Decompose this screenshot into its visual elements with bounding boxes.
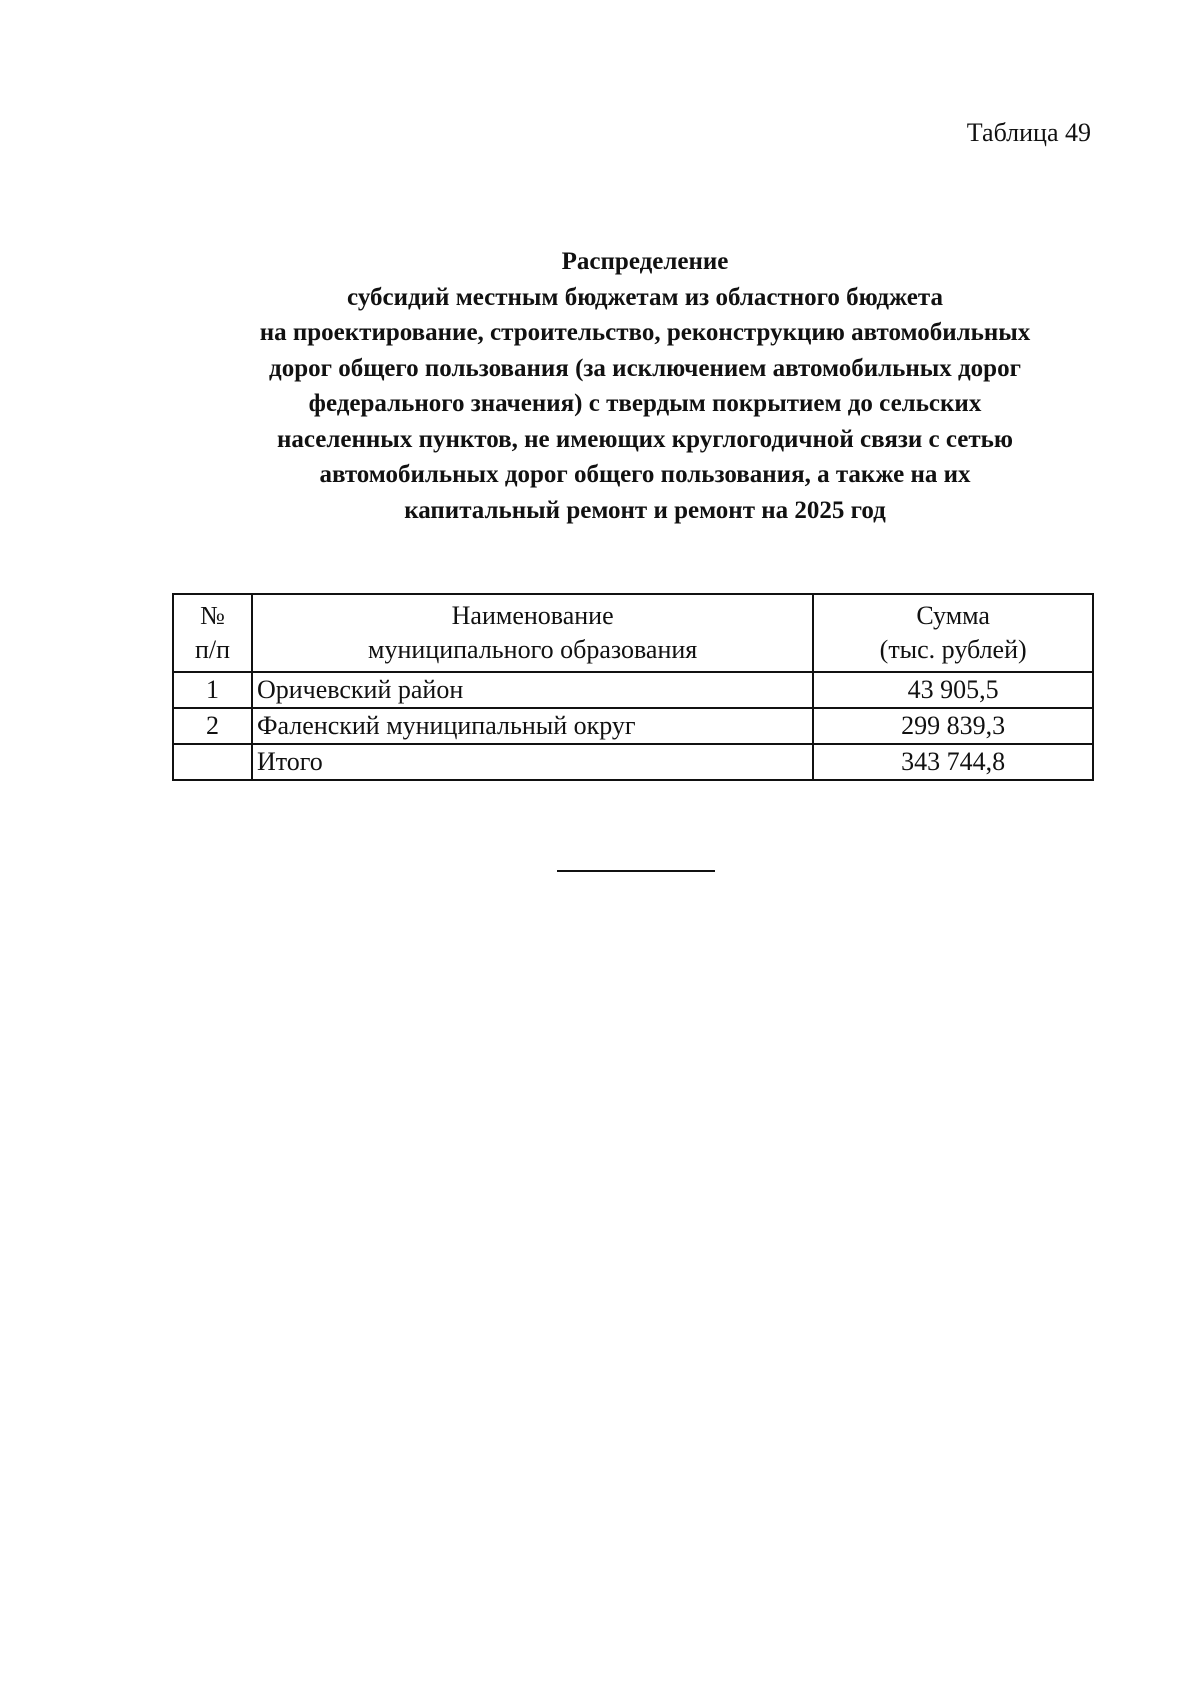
row-number: 2 xyxy=(173,708,252,744)
header-number-line: № xyxy=(200,601,225,630)
table-header-row xyxy=(173,594,1093,672)
table-row xyxy=(173,672,1093,708)
row-sum: 343 744,8 xyxy=(813,744,1093,780)
row-sum: 299 839,3 xyxy=(813,708,1093,744)
header-number-line: п/п xyxy=(194,635,230,664)
header-sum-line: Сумма xyxy=(916,601,990,630)
title-line: автомобильных дорог общего пользования, а также на их xyxy=(319,461,971,488)
title-line: на проектирование, строительство, реконструкцию автомобильных xyxy=(259,319,1031,346)
row-number: 1 xyxy=(173,672,252,708)
row-sum: 43 905,5 xyxy=(813,672,1093,708)
title-line: Распределение xyxy=(561,248,729,275)
header-name-line: Наименование xyxy=(451,601,614,630)
header-name-line: муниципального образования xyxy=(368,635,698,664)
header-sum-line: (тыс. рублей) xyxy=(879,635,1027,664)
end-separator-line xyxy=(557,870,715,872)
title-line: субсидий местным бюджетам из областного бюджета xyxy=(347,283,943,311)
row-number xyxy=(173,744,252,780)
table-total-row xyxy=(173,744,1093,780)
title-line: населенных пунктов, не имеющих круглогодичной связи с сетью xyxy=(276,425,1014,453)
table-number-label: Таблица 49 xyxy=(966,118,1091,147)
distribution-table xyxy=(172,593,1094,781)
table-row xyxy=(173,708,1093,744)
row-name: Итого xyxy=(252,744,813,780)
header-sum xyxy=(813,594,1093,672)
row-name: Фаленский муниципальный округ xyxy=(252,708,813,744)
header-name xyxy=(252,594,813,672)
row-name: Оричевский район xyxy=(252,672,813,708)
document-title xyxy=(150,244,1140,528)
title-line: капитальный ремонт и ремонт на 2025 год xyxy=(404,496,886,524)
title-line: дорог общего пользования (за исключением автомобильных дорог xyxy=(269,354,1021,382)
title-line: федерального значения) с твердым покрытием до сельских xyxy=(308,390,982,417)
header-number xyxy=(173,594,252,672)
